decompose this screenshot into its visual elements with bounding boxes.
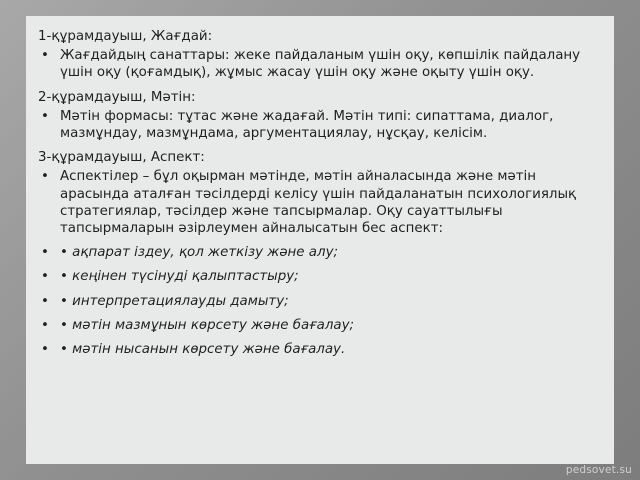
site-watermark: pedsovet.su [565, 464, 632, 476]
aspect-item: • • ақпарат іздеу, қол жеткізу және алу; [38, 244, 600, 261]
section-1-list [38, 47, 600, 81]
section-3-heading: 3-құрамдауыш, Аспект: [38, 150, 205, 166]
aspect-item: • • мәтін нысанын көрсету және бағалау. [38, 341, 600, 358]
list-item: • Жағдайдың санаттары: жеке пайдаланым үшін оқу, көпшілік пайдалану үшін оқу (қоғамдық), жұмыс жасау үшін оқу және оқыту үшін оқу. [38, 47, 600, 81]
section-2-heading: 2-құрамдауыш, Мәтін: [38, 89, 196, 105]
section-1-heading: 1-құрамдауыш, Жағдай: [38, 29, 213, 44]
list-item: • Мәтін формасы: тұтас және жадағай. Мәтін типі: сипаттама, диалог, мазмұндау, мазмұндама, аргументациялау, нұсқау, келісім. [38, 108, 600, 142]
list-item: • Аспектілер – бұл оқырман мәтінде, мәтін айналасында және мәтін арасында аталған тәсілдерді келісу үшін пайдаланатын психологиялық стратегиялар, тәсілдер және тапсырмалар. Оқу сауаттылығы тапсырмаларын әзірлеумен айналысатын бес аспект: [38, 168, 600, 237]
section-2-list [38, 108, 600, 142]
aspect-item: • • кеңінен түсінуді қалыптастыру; [38, 268, 600, 285]
aspect-item: • • мәтін мазмұнын көрсету және бағалау; [38, 317, 600, 334]
aspect-item: • • интерпретациялауды дамыту; [38, 293, 600, 310]
section-3-list [38, 168, 600, 358]
content-panel [26, 16, 614, 464]
